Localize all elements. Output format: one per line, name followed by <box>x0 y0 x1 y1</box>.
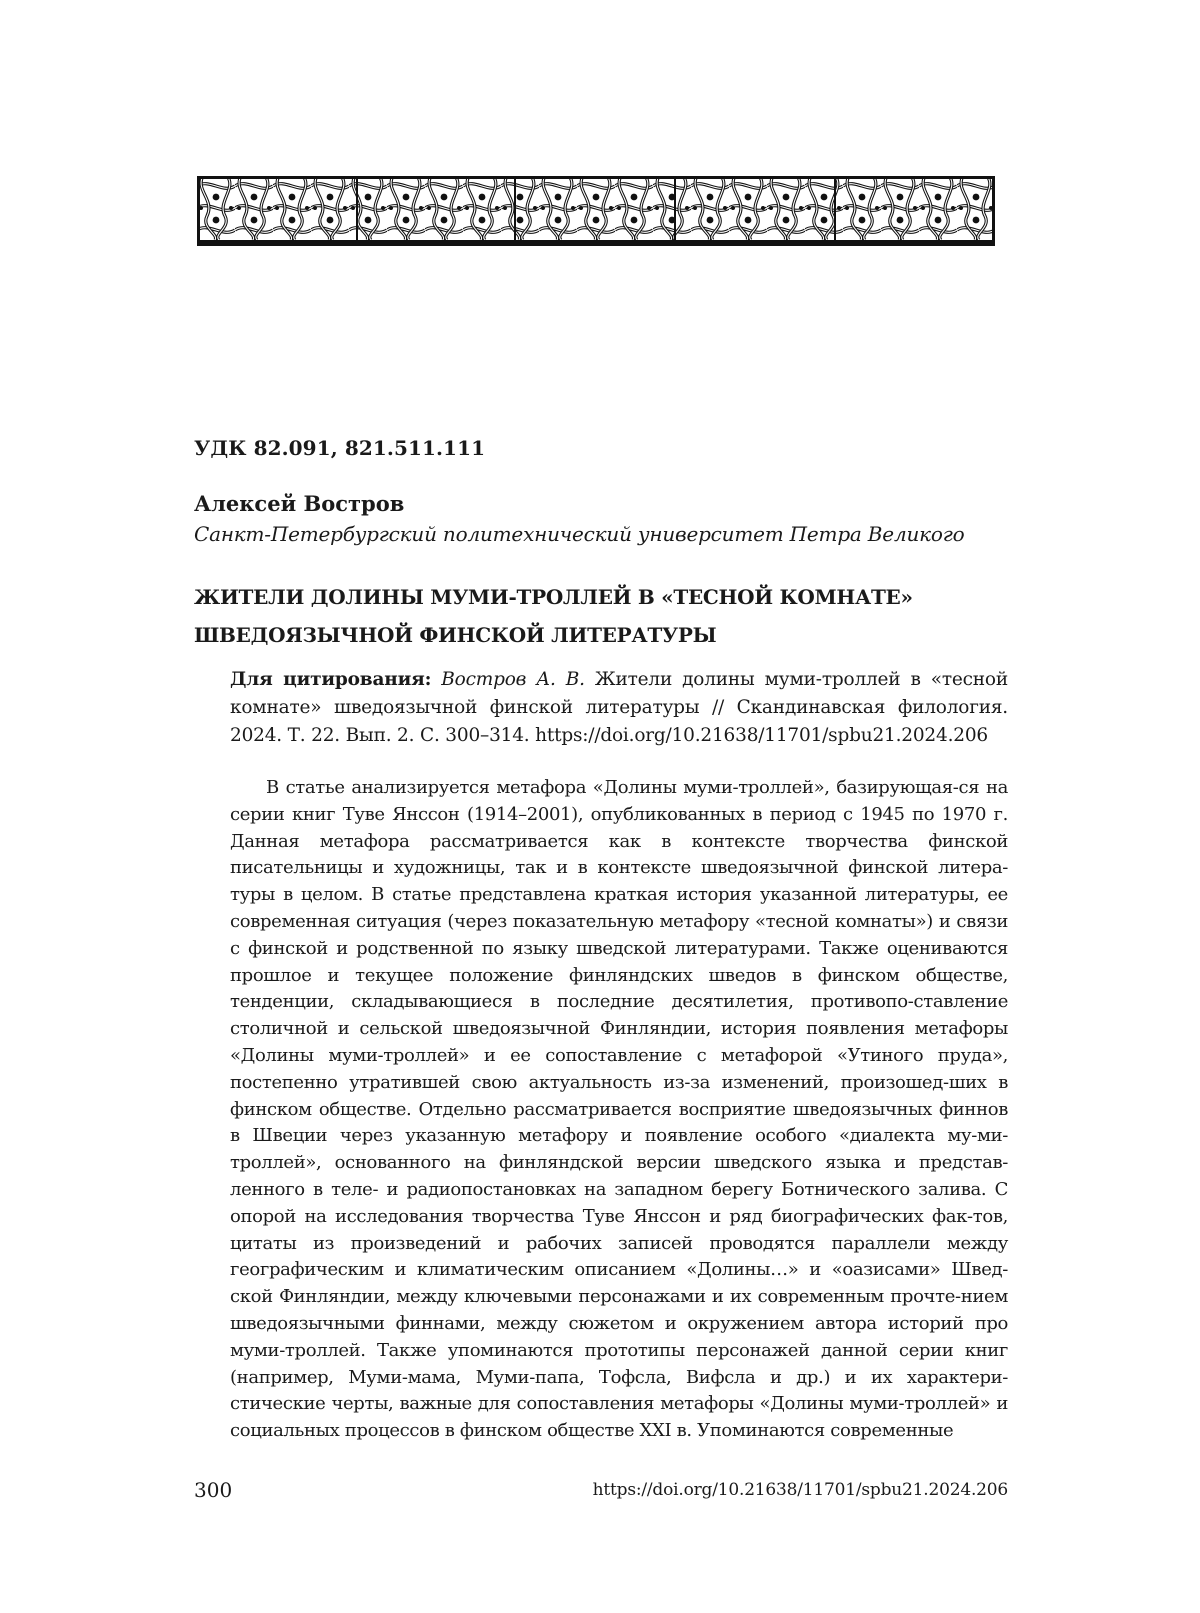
abstract-text: В статье анализируется метафора «Долины муми-троллей», базирующая-ся на серии книг Туве Янссон (1914–2001), опубликованных в период с 1945 по 1970 г. Данная метафора рассматривается как в контексте творчества финской писательницы и художницы, так и в контексте шведоязычной финской литера-туры в целом. В статье представлена краткая история указанной литературы, ее современная ситуация (через показательную метафору «тесной комнаты») и связи с финской и родственной по языку шведской литературами. Также оцениваются прошлое и текущее положение финляндских шведов в финском обществе, тенденции, складывающиеся в последние десятилетия, противопо-ставление столичной и сельской шведоязычной Финляндии, история появления метафоры «Долины муми-троллей» и ее сопоставление с метафорой «Утиного пруда», постепенно утратившей свою актуальность из-за изменений, произошед-ших в финском обществе. Отдельно рассматривается восприятие шведоязычных финнов в Швеции через указанную метафору и появление особого «диалекта му-ми-троллей», основанного на финляндской версии шведского языка и представ-ленного в теле- и радиопостановках на западном берегу Ботнического залива. С опорой на исследования творчества Туве Янссон и ряд биографических фак-тов, цитаты из произведений и рабочих записей проводятся параллели между географическим и климатическим описанием «Долины…» и «оазисами» Швед-ской Финляндии, между ключевыми персонажами и их современным прочте-нием шведоязычными финнами, между сюжетом и окружением автора историй про муми-троллей. Также упоминаются прототипы персонажей данной серии книг (например, Муми-мама, Муми-папа, Тофсла, Вифсла и др.) и их характери-стические черты, важные для сопоставления метафоры «Долины муми-троллей» и социальных процессов в финском обществе XXI в. Упоминаются современные <box>230 777 1008 1442</box>
citation-text: Жители долины муми-троллей в «тесной комнате» шведоязычной финской литературы // Скандинавская филология. 2024. Т. 22. Вып. 2. С. 300–314. https://doi.org/10.21638/11701/spbu21.2024.206 <box>230 669 1008 746</box>
article-title-line-1: ЖИТЕЛИ ДОЛИНЫ МУМИ-ТРОЛЛЕЙ В «ТЕСНОЙ КОМНАТЕ» <box>194 585 913 609</box>
citation-author: Востров А. В. <box>441 669 585 690</box>
page-number: 300 <box>194 1478 233 1502</box>
author-name: Алексей Востров <box>194 491 405 516</box>
article-title-line-2: ШВЕДОЯЗЫЧНОЙ ФИНСКОЙ ЛИТЕРАТУРЫ <box>194 623 717 647</box>
footer-doi-link[interactable]: https://doi.org/10.21638/11701/spbu21.2024.206 <box>592 1480 1008 1500</box>
author-block <box>194 489 1014 549</box>
citation-label: Для цитирования: <box>230 669 432 690</box>
ornament-band <box>197 176 995 246</box>
udk-code: УДК 82.091, 821.511.111 <box>194 436 486 460</box>
citation-block <box>230 666 1008 750</box>
article-title <box>194 578 1014 654</box>
author-affiliation: Санкт-Петербургский политехнический университет Петра Великого <box>194 522 965 546</box>
